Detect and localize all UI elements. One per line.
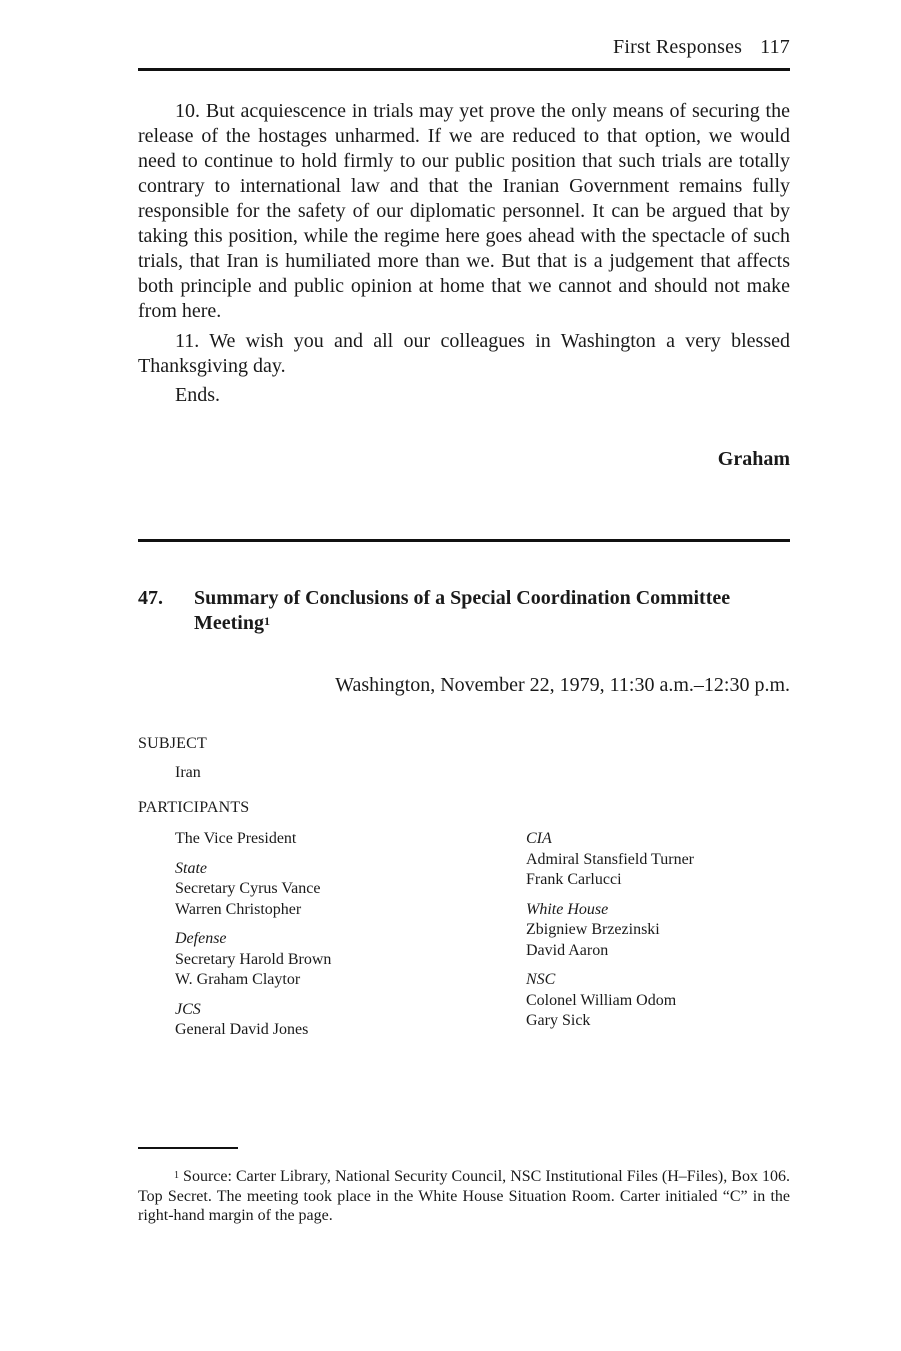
participant-agency: White House — [526, 900, 609, 918]
previous-document-body — [138, 99, 790, 408]
participant-name: Frank Carlucci — [526, 871, 622, 888]
footnote — [138, 1167, 790, 1226]
participant-name: General David Jones — [175, 1021, 309, 1038]
participant-name: W. Graham Claytor — [175, 971, 301, 988]
document-heading — [138, 586, 738, 636]
running-head-section: First Responses — [613, 36, 743, 58]
dateline: Washington, November 22, 1979, 11:30 a.m.–12:30 p.m. — [335, 674, 790, 696]
participant-name: Gary Sick — [526, 1012, 591, 1029]
footnote-marker: 1 — [174, 1170, 179, 1181]
participants-label: PARTICIPANTS — [138, 799, 250, 816]
paragraph-11: 11. We wish you and all our colleagues in Washington a very blessed Thanksgiving day. — [138, 330, 790, 377]
participant-group — [175, 859, 495, 921]
participants-left-column — [175, 829, 495, 1050]
participant-group — [526, 829, 806, 891]
footnote-text: Source: Carter Library, National Security Council, NSC Institutional Files (H–Files), Box 106. Top Secret. The meeting took place in the White House Situation Room. Carter initialed “C” in the right-hand margin of the page. — [138, 1168, 790, 1224]
participant-name: David Aaron — [526, 941, 609, 959]
participant-agency: CIA — [526, 830, 552, 847]
participant-name: The Vice President — [175, 830, 297, 847]
participant-group — [526, 970, 806, 1032]
subject-value: Iran — [175, 764, 201, 781]
participant-agency: NSC — [526, 971, 556, 988]
paragraph-10: 10. But acquiescence in trials may yet prove the only means of securing the release of the hostages unharmed. If we are reduced to that option, we would need to continue to hold firmly to our public position that such trials are totally contrary to international law and that the Iranian Government remains fully responsible for the safety of our diplomatic personnel. It can be argued that by taking this position, while the regime here goes ahead with the spectacle of such trials, that Iran is humiliated more than we. But that is a judgement that affects both principle and public opinion at home that we cannot and should not make from here. — [138, 100, 790, 322]
document-separator-rule — [138, 539, 790, 542]
participant-name: Colonel William Odom — [526, 991, 677, 1009]
participant-name: Secretary Harold Brown — [175, 950, 332, 968]
participant-agency: State — [175, 859, 207, 877]
footnote-reference: 1 — [263, 614, 270, 628]
participant-name: Admiral Stansfield Turner — [526, 850, 694, 868]
signature: Graham — [717, 448, 790, 470]
participant-name: Warren Christopher — [175, 900, 302, 918]
participant-agency: Defense — [175, 930, 227, 947]
participant-group — [175, 829, 495, 850]
document-title: Summary of Conclusions of a Special Coordination Committee Meeting — [194, 587, 731, 634]
header-rule — [138, 68, 790, 71]
participant-group — [175, 929, 495, 991]
participant-name: Zbigniew Brzezinski — [526, 921, 660, 938]
document-number: 47. — [138, 587, 163, 609]
paragraph-ends: Ends. — [175, 384, 220, 406]
running-head — [138, 36, 790, 59]
document-title-block — [194, 586, 738, 636]
participant-group — [175, 1000, 495, 1041]
participant-group — [526, 900, 806, 962]
participants-right-column — [526, 829, 806, 1041]
subject-label: SUBJECT — [138, 735, 207, 752]
page-number: 117 — [760, 36, 790, 58]
participant-agency: JCS — [175, 1000, 201, 1018]
footnote-rule — [138, 1147, 238, 1149]
participant-name: Secretary Cyrus Vance — [175, 880, 321, 897]
